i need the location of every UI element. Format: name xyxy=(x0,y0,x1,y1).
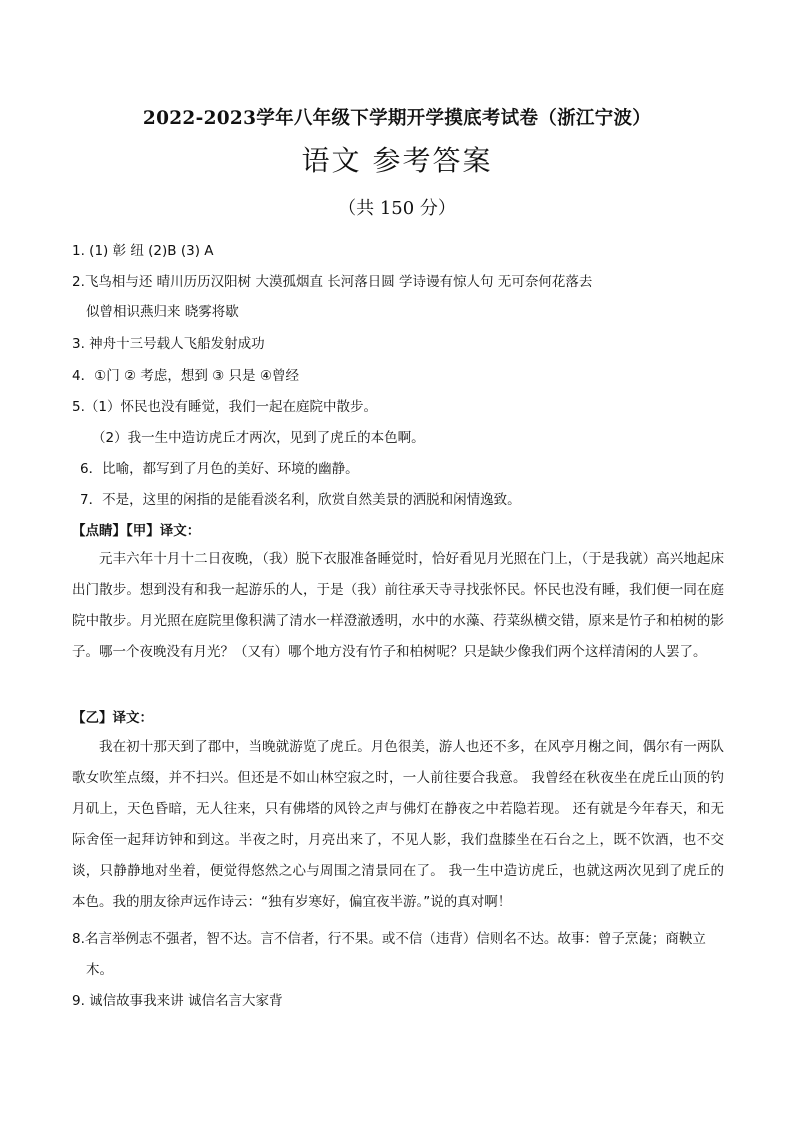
exam-title: 2022-2023学年八年级下学期开学摸底考试卷（浙江宁波） xyxy=(142,108,652,129)
total-score: （共 150 分） xyxy=(338,198,456,219)
answer-subtitle: 语文 参考答案 xyxy=(301,144,493,177)
answer-q8-line2: 木。 xyxy=(86,962,113,978)
translation-yi: 我在初十那天到了郡中，当晚就游览了虎丘。月色很美，游人也还不多，在风亭月榭之间，偶尔有一两队歌女吹笙点缀，并不扫兴。但还是不如山林空寂之时，一人前往要合我意。 我曾经在秋夜坐在虎丘山顶的钓月矶上，天色昏暗，无人往来，只有佛塔的风铃之声与佛灯在静夜之中若隐若现。 还有就是今年春天，和无际舍侄一起拜访钟和到这。半夜之时，月亮出来了，不见人影，我们盘膝坐在石台之上，既不饮酒，也不交谈，只静静地对坐着，便觉得悠然之心与周围之清景同在了。 我一生中造访虎丘，也就这两次见到了虎丘的本色。我的朋友徐声远作诗云：“独有岁寒好，偏宜夜半游。”说的真对啊！ xyxy=(72,739,724,910)
note-label-jia: 【点睛】【甲】译文： xyxy=(72,523,201,539)
answer-q4: 4．①门 ② 考虑，想到 ③ 只是 ④曾经 xyxy=(72,368,299,384)
answer-q3: 3. 神舟十三号载人飞船发射成功 xyxy=(72,336,265,352)
answer-q1: 1. (1) 彰 纽 (2)B (3) A xyxy=(72,243,214,259)
answer-q6: 6．比喻，都写到了月色的美好、环境的幽静。 xyxy=(80,461,359,477)
answer-q7: 7．不是，这里的闲指的是能看淡名利，欣赏自然美景的洒脱和闲情逸致。 xyxy=(80,492,521,508)
translation-jia: 元丰六年十月十二日夜晚，（我）脱下衣服准备睡觉时，恰好看见月光照在门上，（于是我就）高兴地起床出门散步。想到没有和我一起游乐的人，于是（我）前往承天寺寻找张怀民。怀民也没有睡，我们便一同在庭院中散步。月光照在庭院里像积满了清水一样澄澈透明，水中的水藻、荇菜纵横交错，原来是竹子和柏树的影子。哪一个夜晚没有月光？（又有）哪个地方没有竹子和柏树呢？只是缺少像我们两个这样清闲的人罢了。 xyxy=(72,551,724,660)
answer-q2-line2: 似曾相识燕归来 晓雾将歇 xyxy=(86,304,239,320)
answer-q8-line1: 8.名言举例志不强者，智不达。言不信者，行不果。或不信（违背）信则名不达。故事：曾子烹彘；商鞅立 xyxy=(72,931,706,947)
answer-q5-line1: 5.（1）怀民也没有睡觉，我们一起在庭院中散步。 xyxy=(72,399,377,415)
answer-q2-line1: 2.飞鸟相与还 晴川历历汉阳树 大漠孤烟直 长河落日圆 学诗谩有惊人句 无可奈何花落去 xyxy=(72,274,593,290)
answer-q5-line2: （2）我一生中造访虎丘才两次，见到了虎丘的本色啊。 xyxy=(92,430,425,446)
answer-q9: 9. 诚信故事我来讲 诚信名言大家背 xyxy=(72,993,283,1009)
note-label-yi: 【乙】译文： xyxy=(72,710,153,726)
